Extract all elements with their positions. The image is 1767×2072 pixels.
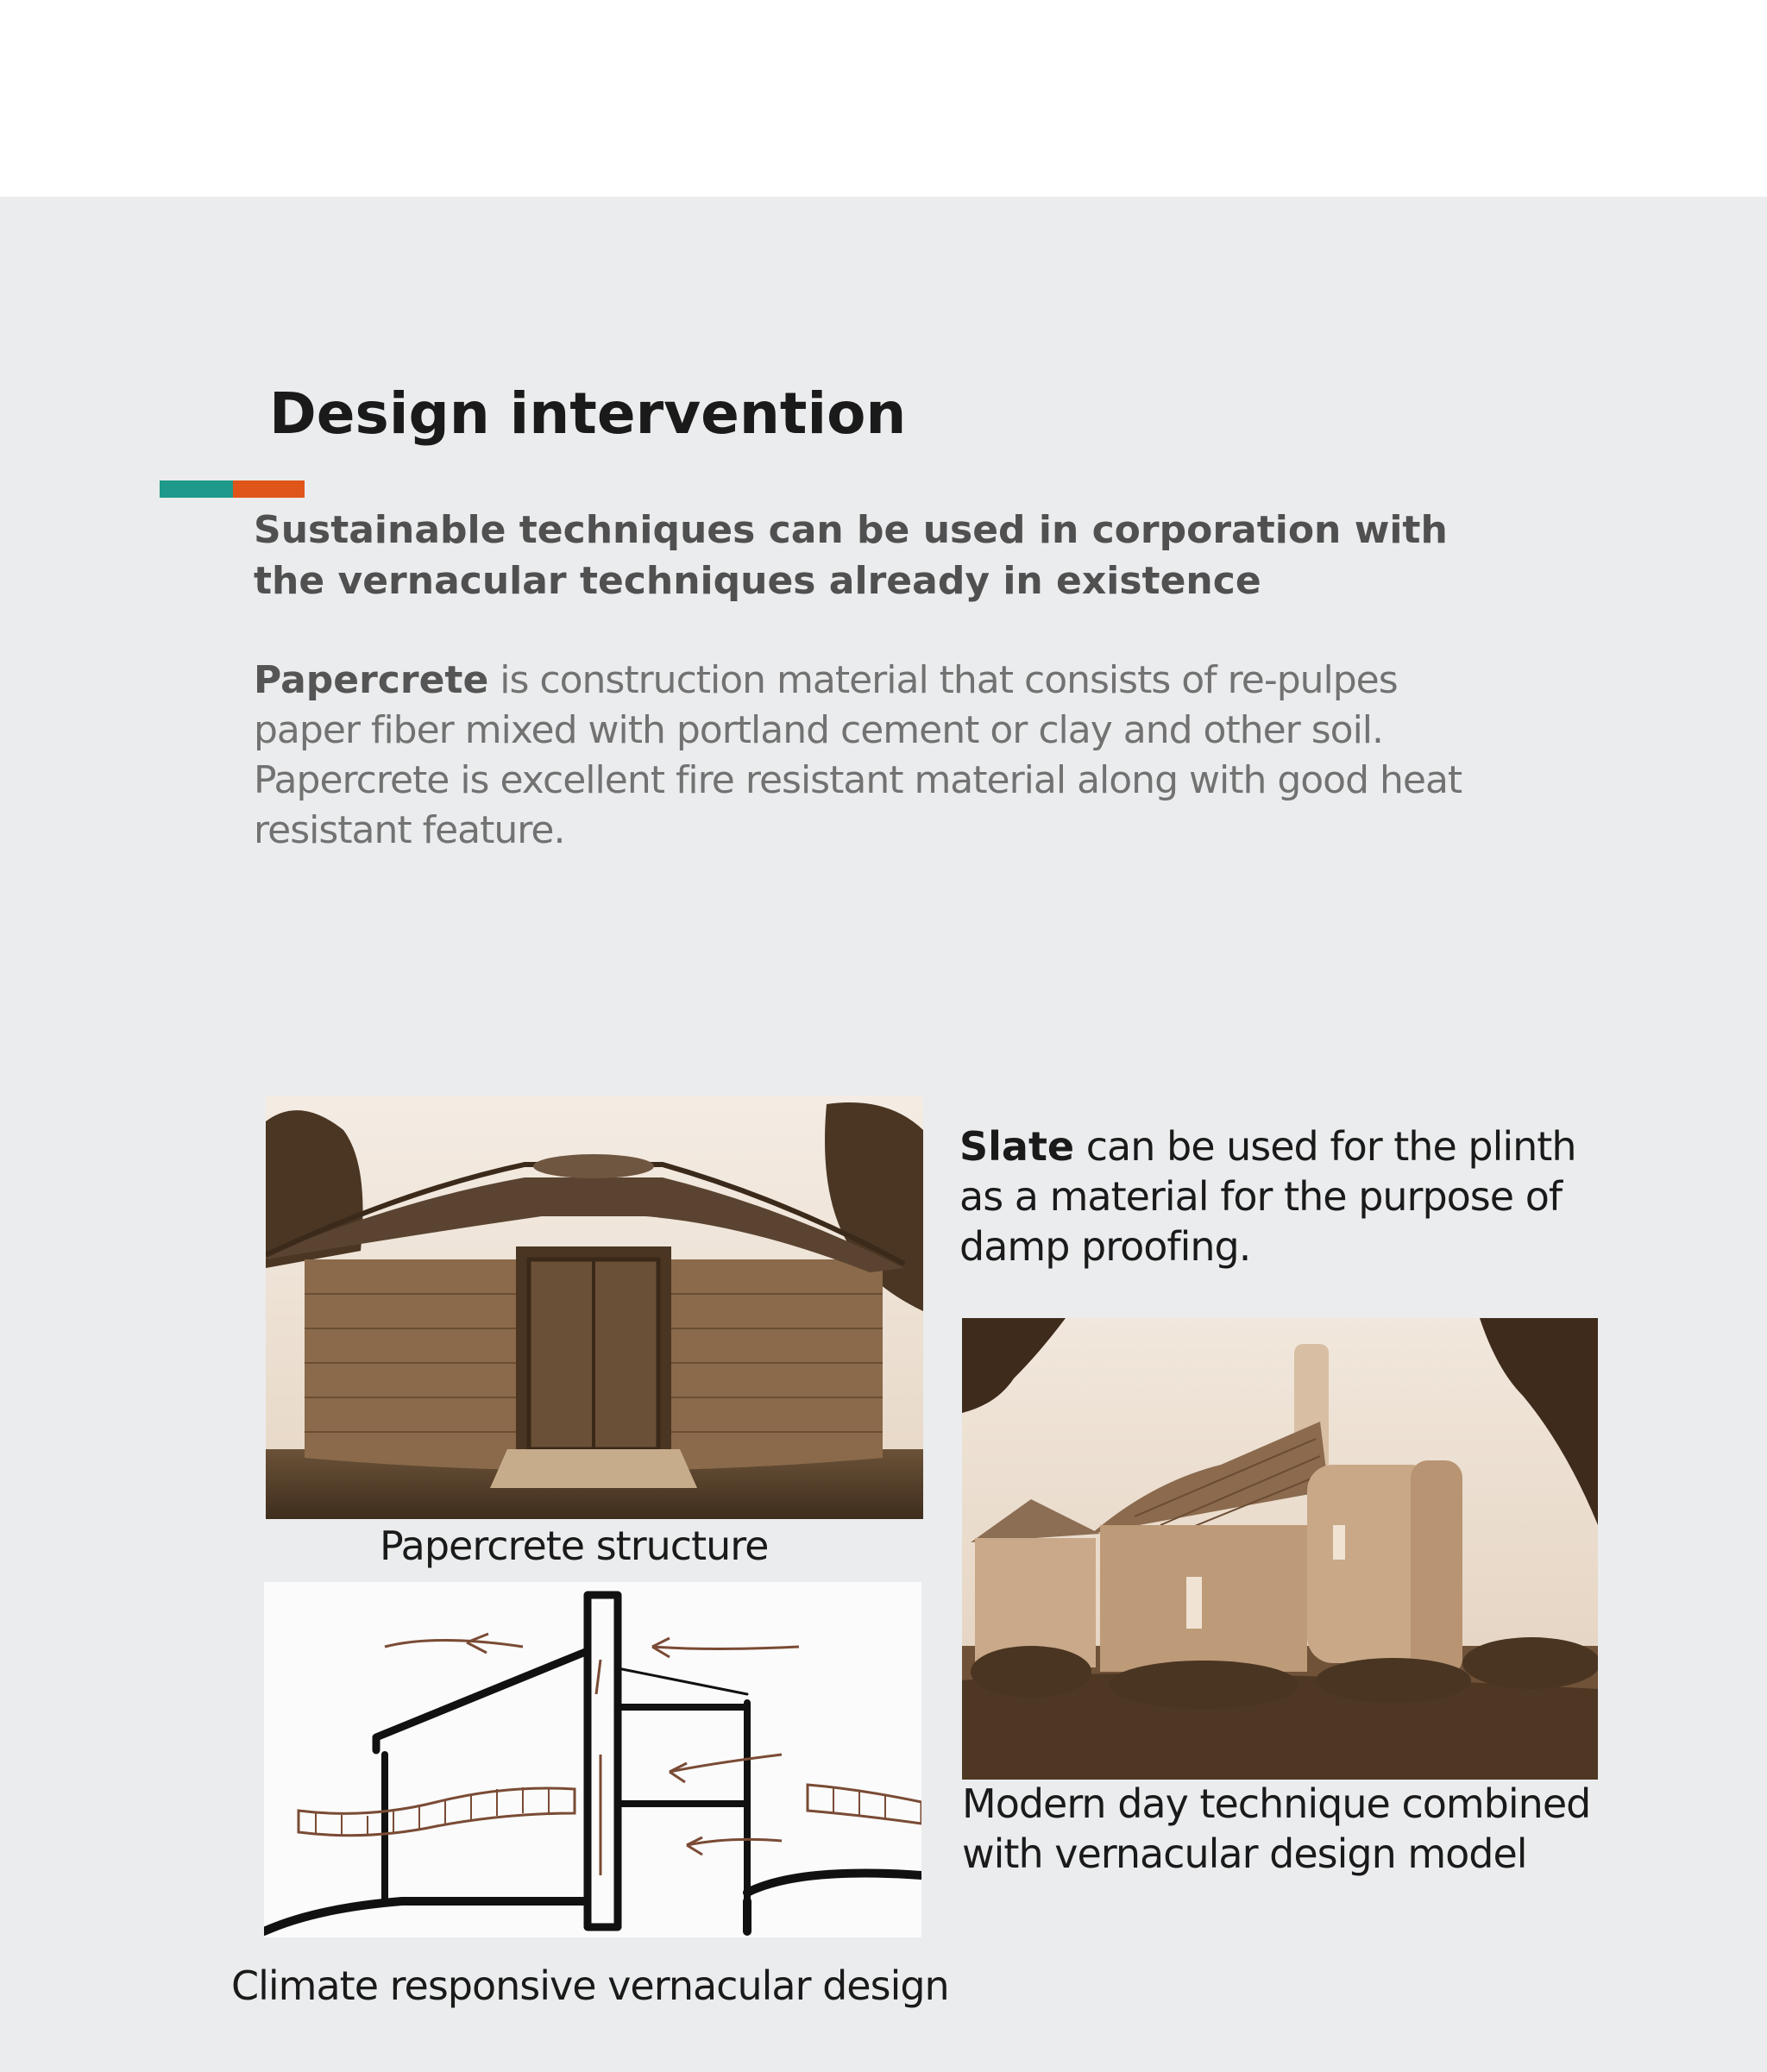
accent-bar-orange — [233, 480, 305, 498]
papercrete-structure-photo — [266, 1096, 923, 1519]
slate-term: Slate — [959, 1123, 1075, 1170]
papercrete-paragraph — [254, 656, 1479, 856]
modern-technique-caption: Modern day technique combined with vernacular design model — [962, 1780, 1591, 1877]
climate-responsive-sketch — [264, 1582, 921, 1937]
accent-bar-teal — [160, 480, 233, 498]
modern-technique-photo — [962, 1318, 1598, 1780]
climate-responsive-caption: Climate responsive vernacular design — [231, 1962, 949, 2009]
papercrete-description: is construction material that consists of re-pulpes paper fiber mixed with portland cement or clay and other soil. Papercrete is excellent fire resistant material along with good heat resistant feature. — [254, 658, 1462, 852]
slate-paragraph — [959, 1121, 1615, 1271]
slate-description: can be used for the plinth as a material for the purpose of damp proofing. — [959, 1123, 1576, 1270]
page-title: Design intervention — [269, 380, 907, 447]
subtitle: Sustainable techniques can be used in corporation with the vernacular techniques already in existence — [254, 508, 1448, 603]
papercrete-term: Papercrete — [254, 658, 489, 702]
papercrete-structure-caption: Papercrete structure — [380, 1523, 769, 1569]
